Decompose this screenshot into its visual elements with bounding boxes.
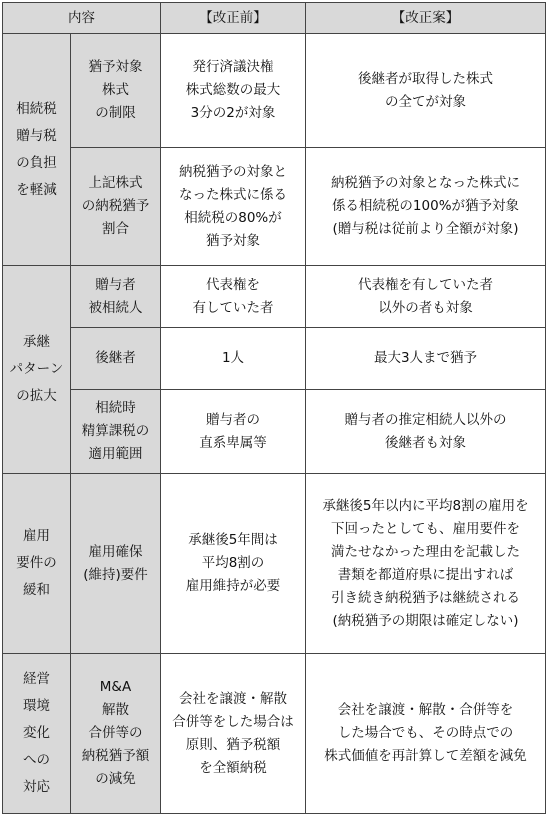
before-cell	[161, 328, 306, 390]
after-line: 最大3人まで猶予	[373, 350, 478, 366]
item-line: 株式	[102, 82, 129, 98]
category-line: 対応	[23, 779, 50, 795]
before-line: 発行済議決権	[192, 59, 274, 75]
before-line: 猶予対象	[206, 232, 260, 249]
before-line: 3分の2が対象	[190, 105, 276, 121]
item-cell	[71, 654, 161, 814]
category-line: 雇用	[23, 528, 50, 544]
before-cell	[161, 474, 306, 654]
before-line: 相続税の80%が	[184, 209, 282, 226]
item-line: 猶予対象	[88, 59, 143, 75]
item-line: の納税猶予	[81, 198, 150, 214]
before-line: 原則、猶予税額	[185, 736, 281, 753]
header-before: 【改正前】	[161, 3, 306, 34]
after-line: 係る相続税の100%が猶予対象	[331, 198, 520, 214]
item-line: 精算課税の	[81, 423, 150, 439]
before-line: を全額納税	[199, 759, 267, 776]
after-line: 書類を都道府県に提出すれば	[337, 566, 514, 583]
before-line: 合併等をした場合は	[172, 713, 294, 730]
before-line: 納税猶予の対象と	[179, 163, 287, 180]
after-line: 下回ったとしても、雇用要件を	[331, 520, 520, 537]
before-cell	[161, 148, 306, 266]
item-line: 合併等の	[88, 725, 143, 741]
before-cell	[161, 34, 306, 148]
category-line: 承継	[23, 334, 50, 350]
before-line: 代表権を	[206, 276, 260, 293]
category-line: の負担	[16, 154, 57, 171]
before-line: 贈与者の	[206, 411, 260, 428]
before-line: なった株式に係る	[179, 186, 287, 203]
after-line: (納税猶予の期限は確定しない)	[332, 612, 519, 629]
after-line: 後継者も対象	[385, 434, 466, 451]
item-line: 後継者	[95, 350, 136, 366]
item-line: 雇用確保	[88, 543, 143, 560]
after-line: 承継後5年以内に平均8割の雇用を	[322, 497, 529, 514]
header-after: 【改正案】	[306, 3, 546, 34]
table-body	[3, 34, 546, 814]
before-line: 会社を譲渡・解散	[179, 690, 287, 707]
item-cell	[71, 328, 161, 390]
before-line: 雇用維持が必要	[185, 578, 281, 594]
item-line: 相続時	[95, 400, 136, 416]
after-line: した場合でも、その時点での	[337, 725, 514, 741]
after-line: 代表権を有していた者	[358, 276, 493, 293]
item-line: の減免	[95, 771, 136, 787]
item-line: M&A	[99, 679, 132, 695]
category-cell	[3, 474, 71, 654]
item-line: 被相続人	[88, 299, 143, 316]
table-row	[3, 390, 546, 474]
item-line: 上記株式	[88, 175, 143, 191]
category-line: の拡大	[16, 388, 57, 404]
after-line: 以外の者も対象	[378, 299, 473, 316]
category-line: 贈与税	[16, 127, 57, 144]
after-line: 納税猶予の対象となった株式に	[331, 175, 520, 191]
category-line: パターン	[9, 361, 64, 377]
table-row	[3, 148, 546, 266]
header-content: 内容	[3, 3, 161, 34]
category-line: を軽減	[16, 181, 57, 198]
before-cell	[161, 654, 306, 814]
after-line: (贈与税は従前より全額が対象)	[332, 221, 519, 237]
before-line: 直系卑属等	[199, 434, 267, 451]
table-row	[3, 34, 546, 148]
category-line: 経営	[23, 671, 50, 687]
item-line: 解散	[102, 702, 129, 718]
table-row	[3, 328, 546, 390]
category-line: 緩和	[23, 582, 50, 598]
before-cell	[161, 266, 306, 328]
category-line: 変化	[23, 725, 50, 741]
after-line: 贈与者の推定相続人以外の	[344, 411, 507, 428]
item-cell	[71, 390, 161, 474]
category-cell	[3, 654, 71, 814]
category-line: 相続税	[16, 100, 57, 117]
header-row	[3, 3, 546, 34]
item-cell	[71, 148, 161, 266]
category-line: への	[23, 752, 50, 768]
before-line: 株式総数の最大	[185, 82, 281, 98]
table-row	[3, 654, 546, 814]
comparison-table	[2, 2, 546, 814]
table-row	[3, 266, 546, 328]
item-line: 納税猶予額	[81, 748, 150, 764]
after-line: 引き続き納税猶予は継続される	[331, 589, 520, 606]
after-cell	[306, 266, 546, 328]
item-line: (維持)要件	[83, 566, 148, 583]
item-line: 割合	[102, 221, 129, 237]
after-line: 会社を譲渡・解散・合併等を	[337, 702, 514, 718]
item-cell	[71, 474, 161, 654]
item-line: 適用範囲	[88, 446, 143, 462]
after-line: 満たせなかった理由を記載した	[331, 543, 520, 560]
item-cell	[71, 266, 161, 328]
before-line: 平均8割の	[201, 555, 265, 571]
item-line: 贈与者	[95, 276, 136, 293]
after-cell	[306, 474, 546, 654]
before-cell	[161, 390, 306, 474]
after-line: の全てが対象	[385, 93, 466, 110]
before-line: 1人	[221, 350, 245, 366]
after-line: 株式価値を再計算して差額を減免	[324, 748, 527, 764]
after-cell	[306, 654, 546, 814]
before-line: 承継後5年間は	[188, 532, 278, 548]
table-row	[3, 474, 546, 654]
category-line: 要件の	[16, 555, 57, 571]
before-line: 有していた者	[192, 299, 274, 316]
category-line: 環境	[23, 698, 50, 714]
after-cell	[306, 34, 546, 148]
item-line: の制限	[95, 105, 136, 121]
category-cell	[3, 34, 71, 266]
after-cell	[306, 328, 546, 390]
after-cell	[306, 148, 546, 266]
after-line: 後継者が取得した株式	[358, 70, 493, 87]
after-cell	[306, 390, 546, 474]
item-cell	[71, 34, 161, 148]
category-cell	[3, 266, 71, 474]
